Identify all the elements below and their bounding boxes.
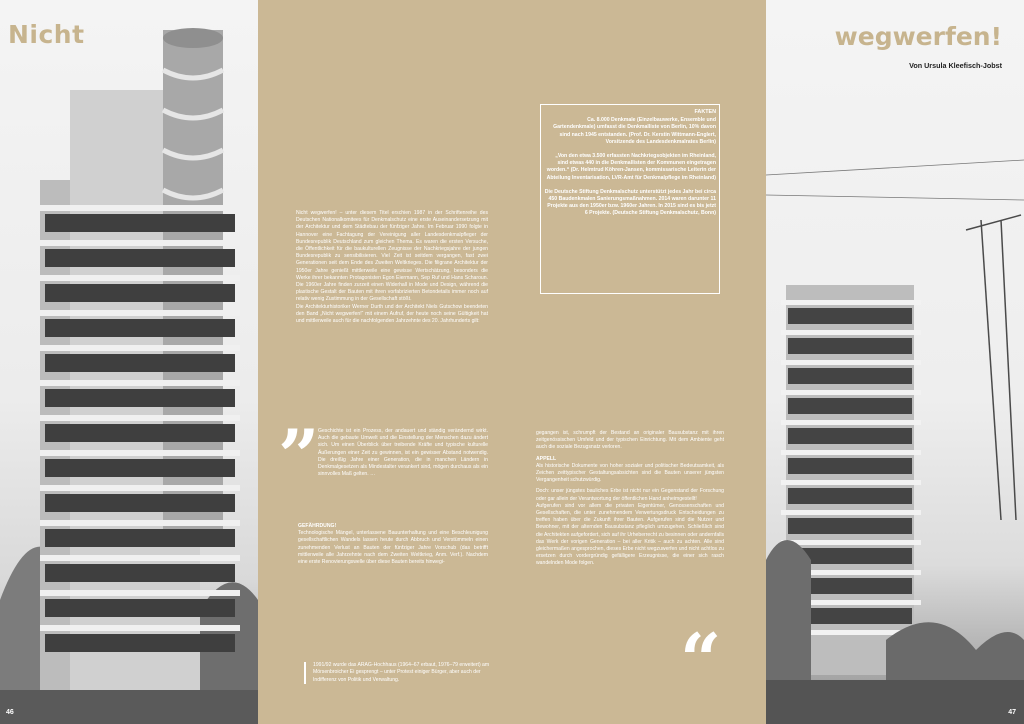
facts-heading: FAKTEN bbox=[694, 109, 716, 115]
left-lower-column bbox=[298, 519, 488, 566]
intro-paragraph: Nicht wegwerfen! – unter diesem Titel erschien 1987 in der Schriftenreihe des Deutschen Nationalkomitees für Denkmalschutz eine erste Auseinandersetzung mit der Architektur und dem Städtebau der fünfziger Jahre. Im Februar 1990 folgte in Hannover eine Fachtagung der Vereinigung aller Landesdenkmalpfleger der Bundesrepublik Deutschland zum gleichen Thema. Es waren die ersten Versuche, die Öffentlichkeit für die baukulturellen Zeugnisse der Nachkriegsjahre der jungen Bundesrepublik zu sensibilisieren. Viel Zeit ist seitdem vergangen, fast zwei Generationen seit dem Ende des Zweiten Weltkrieges. Die filigrane Architektur der 1950er Jahre genießt mittlerweile eine gewisse Wertschätzung, besonders die Werke ihrer bekannten Protagonisten Egon Eiermann, Sep Ruf und Hans Scharoun. Die 1960er Jahre finden zurzeit einen Widerhall in Mode und Design, während die plastische Gestalt der Bauten mit ihren vorfabrizierten Betondetails immer noch auf relativ wenig Zustimmung in der Gesellschaft stößt. bbox=[296, 210, 488, 303]
photo-tower-right bbox=[766, 0, 1024, 724]
facts-paragraph: „Von den etwa 3.500 erfassten Nachkriegsobjekten im Rheinland, sind etwas 440 in die Denkmallisten der Kommunen eingetragen worden.“ (Dr. Helmtrud Köhren-Jansen, kommissarische Leiterin der Abteilung Inventarisation, LVR-Amt für Denkmalpflege im Rheinland) bbox=[546, 153, 716, 181]
photo-caption: 1991/92 wurde das ARAG-Hochhaus (1964–67 erbaut, 1976–79 erweitert) am Mörsenbroicher Ei gesprengt – unter Protest einiger Bürger, aber auch der Indifferenz von Politik und Verwaltung. bbox=[304, 662, 502, 684]
intro-paragraph: Die Architekturhistoriker Werner Durth und der Architekt Niels Gutschow beendeten den Band „Nicht wegwerfen!“ mit einem Aufruf, der heute noch seine Gültigkeit hat und mittlerweile auch für die nachfolgenden Jahrzehnte des 20. Jahrhunderts gilt: bbox=[296, 303, 488, 325]
section-text: Aufgerufen sind vor allem die privaten Eigentümer, Genossenschaften und Gesellschaften, die unter zunehmendem Verwertungsdruck Entscheidungen zu treffen haben über die Zukunft ihrer Bauten. Aufgerufen sind die Nutzer und Bewohner, mit der alternden Bausubstanz pfleglich umzugehen. Schließlich sind die Architekten aufgefordert, sich auf ihr Urheberrecht zu besinnen oder andernfalls das Werk der vorigen Generation – bei aller Kritik – auch zu achten. Alle sind gleichermaßen angesprochen, dieses Erbe nicht wegzuwerfen und nicht achtlos zu ersetzen durch vordergründig gefälligere Erzeugnisse, die einer sich rasch wandelnden Mode folgen. bbox=[536, 502, 724, 567]
headline-right: wegwerfen! bbox=[834, 22, 1002, 51]
quote-open-mark: ” bbox=[278, 413, 320, 498]
section-heading-appell: APPELL bbox=[536, 455, 557, 462]
page-number-right: 47 bbox=[1008, 709, 1016, 716]
demolition-photo-illustration bbox=[766, 0, 1024, 724]
facts-paragraph: Ca. 8.000 Denkmale (Einzelbauwerke, Ensemble und Gartendenkmale) umfasst die Denkmalliste von Berlin, 10% davon sind nach 1945 entstanden. (Prof. Dr. Kerstin Wittmann-Englert, Vorsitzende des Landesdenkmalrates Berlin) bbox=[553, 117, 716, 145]
photo-tower-left bbox=[0, 0, 258, 724]
page-number-left: 46 bbox=[6, 709, 14, 716]
headline-left: Nicht bbox=[8, 20, 85, 49]
author-byline: Von Ursula Kleefisch-Jobst bbox=[909, 61, 1002, 70]
quote-text-block bbox=[318, 428, 488, 478]
facts-paragraph: Die Deutsche Stiftung Denkmalschutz unterstützt jedes Jahr bei circa 450 Baudenkmalen Sanierungsmaßnahmen. 2014 waren darunter 11 Projekte aus den 1950er bzw. 1960er Jahren. In 2015 sind es bis jetzt 6 Projekte. (Deutsche Stiftung Denkmalschutz, Bonn) bbox=[544, 188, 716, 217]
tower-photo-illustration bbox=[0, 0, 258, 724]
quote-close-mark: “ bbox=[680, 617, 722, 702]
section-heading-gefaehrdung: GEFÄHRDUNG! bbox=[298, 523, 337, 529]
facts-box bbox=[540, 104, 720, 294]
continued-text: gegangen ist, schrumpft der Bestand an originaler Bausubstanz mit ihren zeitgenössischen Umfeld und der typischen Einrichtung. Mit dem Ambiente geht auch die soziale Bezugsnatz verloren. bbox=[536, 430, 724, 451]
section-text: Als historische Dokumente von hoher sozialer und politischer Bedeutsamkeit, als Zeichen zeittypischer Gestaltungsabsichten sind die Bauten unserer jüngsten Vergangenheit schutzwürdig. bbox=[536, 462, 724, 484]
quote-text: Geschichte ist ein Prozess, der andauert und ständig verändernd wirkt. Auch die gebaute Umwelt und die Einstellung der Menschen dazu ändert sich. Um einen Überblick über treibende Kräfte und typische kulturelle Äußerungen einer Zeit zu gewinnen, ist ein gewisser Abstand notwendig. Die dreißig Jahre einer Generation, die in manchen Ländern in Denkmalgesetzen als Mindestalter verankert sind, mögen durchaus als ein sinnvolles Maß gelten. … bbox=[318, 428, 488, 478]
section-text: Technologische Mängel, unterlassene Bauunterhaltung und eine Beschleunigung gesellschaftlichen Wandels lassen heute durch Abbruch und Verstümmeln einen zunehmenden Verlust an Bauten der fünfziger Jahre Vorschub (das betrifft mittlerweile alle Jahrzehnte nach dem Zweiten Weltkrieg, Anm. Verf.). Nachdem eine erste Renovierungswelle über diese Bauten bereits hinwegi- bbox=[298, 530, 488, 566]
right-column bbox=[536, 430, 724, 568]
intro-column bbox=[296, 210, 488, 325]
section-text: Doch: unser jüngstes bauliches Erbe ist nicht nur ein Gegenstand der Forschung oder gar allein der Verantwortung der öffentlichen Hand anheimgestellt! bbox=[536, 488, 724, 502]
